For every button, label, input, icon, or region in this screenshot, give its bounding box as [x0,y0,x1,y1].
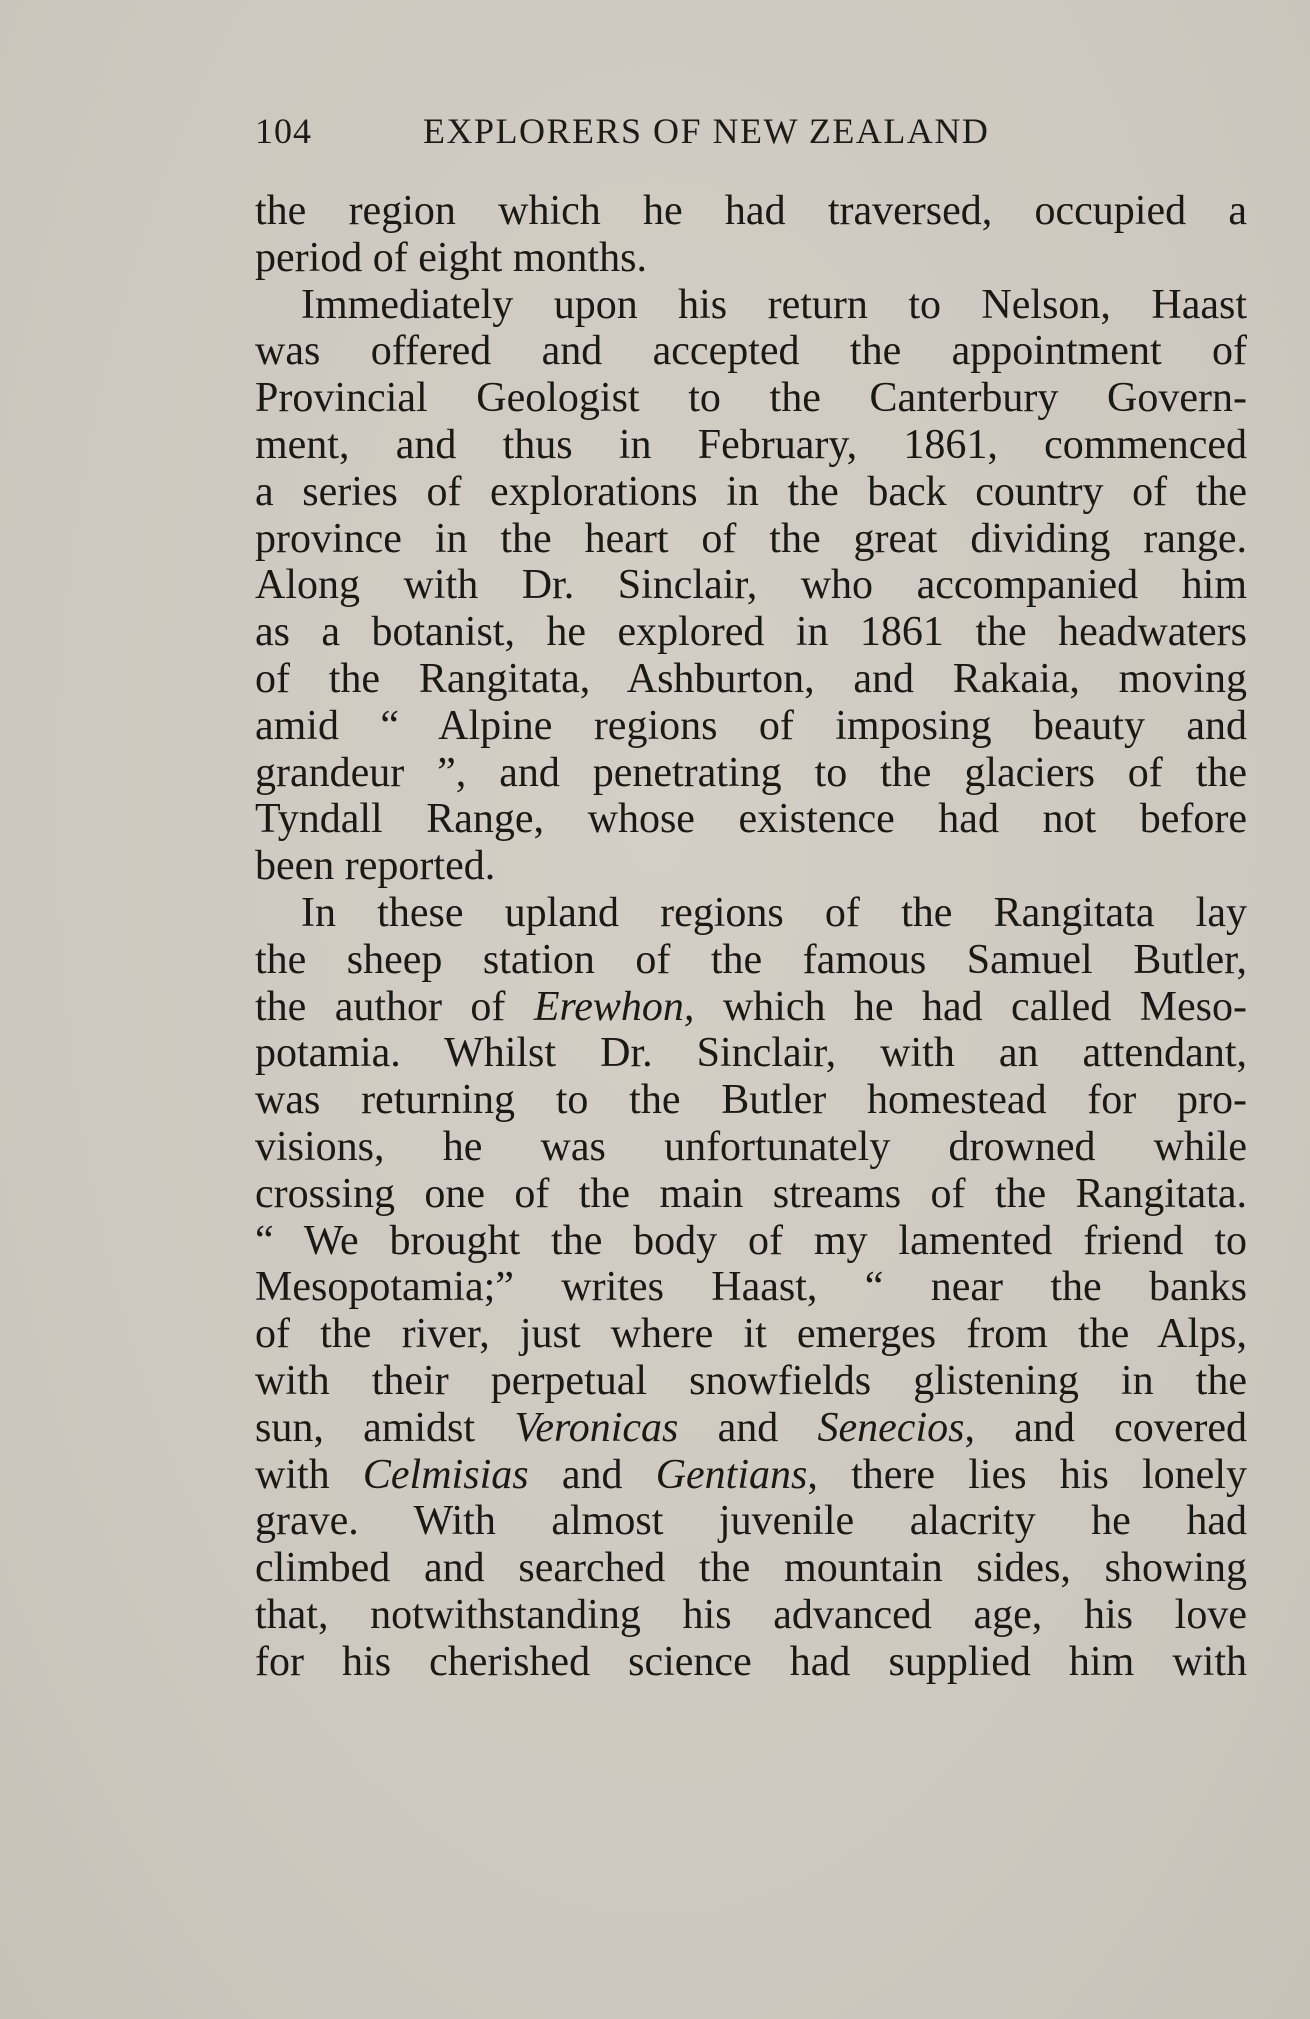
text-segment: period of eight months. [255,234,647,281]
text-line [255,1218,1247,1265]
text-line [255,609,1247,656]
text-segment: potamia. Whilst Dr. Sinclair, with an attendant, [255,1030,1247,1077]
text-segment: the author of [255,983,534,1030]
text-segment: “ We brought the body of my lamented friend to [255,1217,1247,1264]
text-line [255,1171,1247,1218]
text-segment: which he had called Meso- [694,983,1247,1030]
text-line [255,1311,1247,1358]
text-segment: visions, he was unfortunately drowned while [255,1123,1247,1170]
text-segment: of the Rangitata, Ashburton, and Rakaia, moving [255,655,1247,702]
text-segment: Provincial Geologist to the Canterbury Govern- [255,375,1247,422]
text-segment: Along with Dr. Sinclair, who accompanied him [255,562,1247,609]
text-line [255,188,1247,235]
text-segment: Tyndall Range, whose existence had not before [255,796,1247,843]
text-line [255,890,1247,937]
text-line [255,1639,1247,1686]
text-line [255,375,1247,422]
text-line [255,562,1247,609]
text-segment: crossing one of the main streams of the Rangitata. [255,1170,1247,1217]
text-line [255,1545,1247,1592]
text-line [255,796,1247,843]
text-segment: was offered and accepted the appointment of [255,328,1247,375]
text-segment: climbed and searched the mountain sides, showing [255,1545,1247,1592]
italic-text: Celmisias [362,1451,529,1498]
text-segment: In these upland regions of the Rangitata lay [301,889,1247,936]
text-line [255,328,1247,375]
text-line [255,1030,1247,1077]
text-segment: for his cherished science had supplied him with [255,1638,1247,1685]
italic-text: Erewhon, [533,983,695,1030]
text-line [255,843,1247,890]
text-line [255,984,1247,1031]
text-segment: Mesopotamia;” writes Haast, “ near the banks [255,1264,1247,1311]
running-head [255,110,1070,158]
text-line [255,1405,1247,1452]
text-line [255,656,1247,703]
text-line [255,1124,1247,1171]
text-line [255,469,1247,516]
text-line [255,750,1247,797]
body-text [255,188,1247,1686]
text-segment: as a botanist, he explored in 1861 the headwaters [255,609,1247,656]
text-segment: the region which he had traversed, occupied a [255,188,1247,234]
italic-text: Senecios [817,1404,965,1451]
text-segment: , and covered [964,1404,1247,1451]
text-segment: , there lies his lonely [807,1451,1247,1498]
text-line [255,703,1247,750]
text-segment: sun, amidst [255,1404,515,1451]
text-line [255,1592,1247,1639]
text-segment: the sheep station of the famous Samuel Butler, [255,936,1247,983]
text-line [255,235,1247,282]
text-line [255,1264,1247,1311]
text-segment: been reported. [255,843,496,890]
text-line [255,937,1247,984]
text-segment: amid “ Alpine regions of imposing beauty and [255,702,1247,749]
text-segment: with [255,1451,363,1498]
italic-text: Veronicas [514,1404,679,1451]
text-segment: that, notwithstanding his advanced age, his love [255,1591,1247,1638]
text-segment: a series of explorations in the back country of the [255,468,1247,515]
text-segment: ment, and thus in February, 1861, commenced [255,421,1247,468]
text-line [255,1498,1247,1545]
italic-text: Gentians [655,1451,808,1498]
text-segment: grandeur ”, and penetrating to the glaciers of the [255,749,1247,796]
text-segment: grave. With almost juvenile alacrity he had [255,1498,1247,1545]
text-line [255,1358,1247,1405]
text-line [255,1077,1247,1124]
text-segment: of the river, just where it emerges from the Alps, [255,1311,1247,1358]
text-line [255,422,1247,469]
text-segment: with their perpetual snowfields glistening in the [255,1357,1247,1404]
text-segment: province in the heart of the great dividing range. [255,515,1247,562]
text-segment: was returning to the Butler homestead for pro- [255,1077,1247,1124]
running-title: EXPLORERS OF NEW ZEALAND [423,111,990,151]
text-line [255,282,1247,329]
text-line [255,516,1247,563]
text-segment: and [678,1404,818,1451]
text-segment: and [528,1451,656,1498]
text-segment: Immediately upon his return to Nelson, Haast [301,281,1247,328]
text-line [255,1452,1247,1499]
page-number: 104 [255,111,312,151]
